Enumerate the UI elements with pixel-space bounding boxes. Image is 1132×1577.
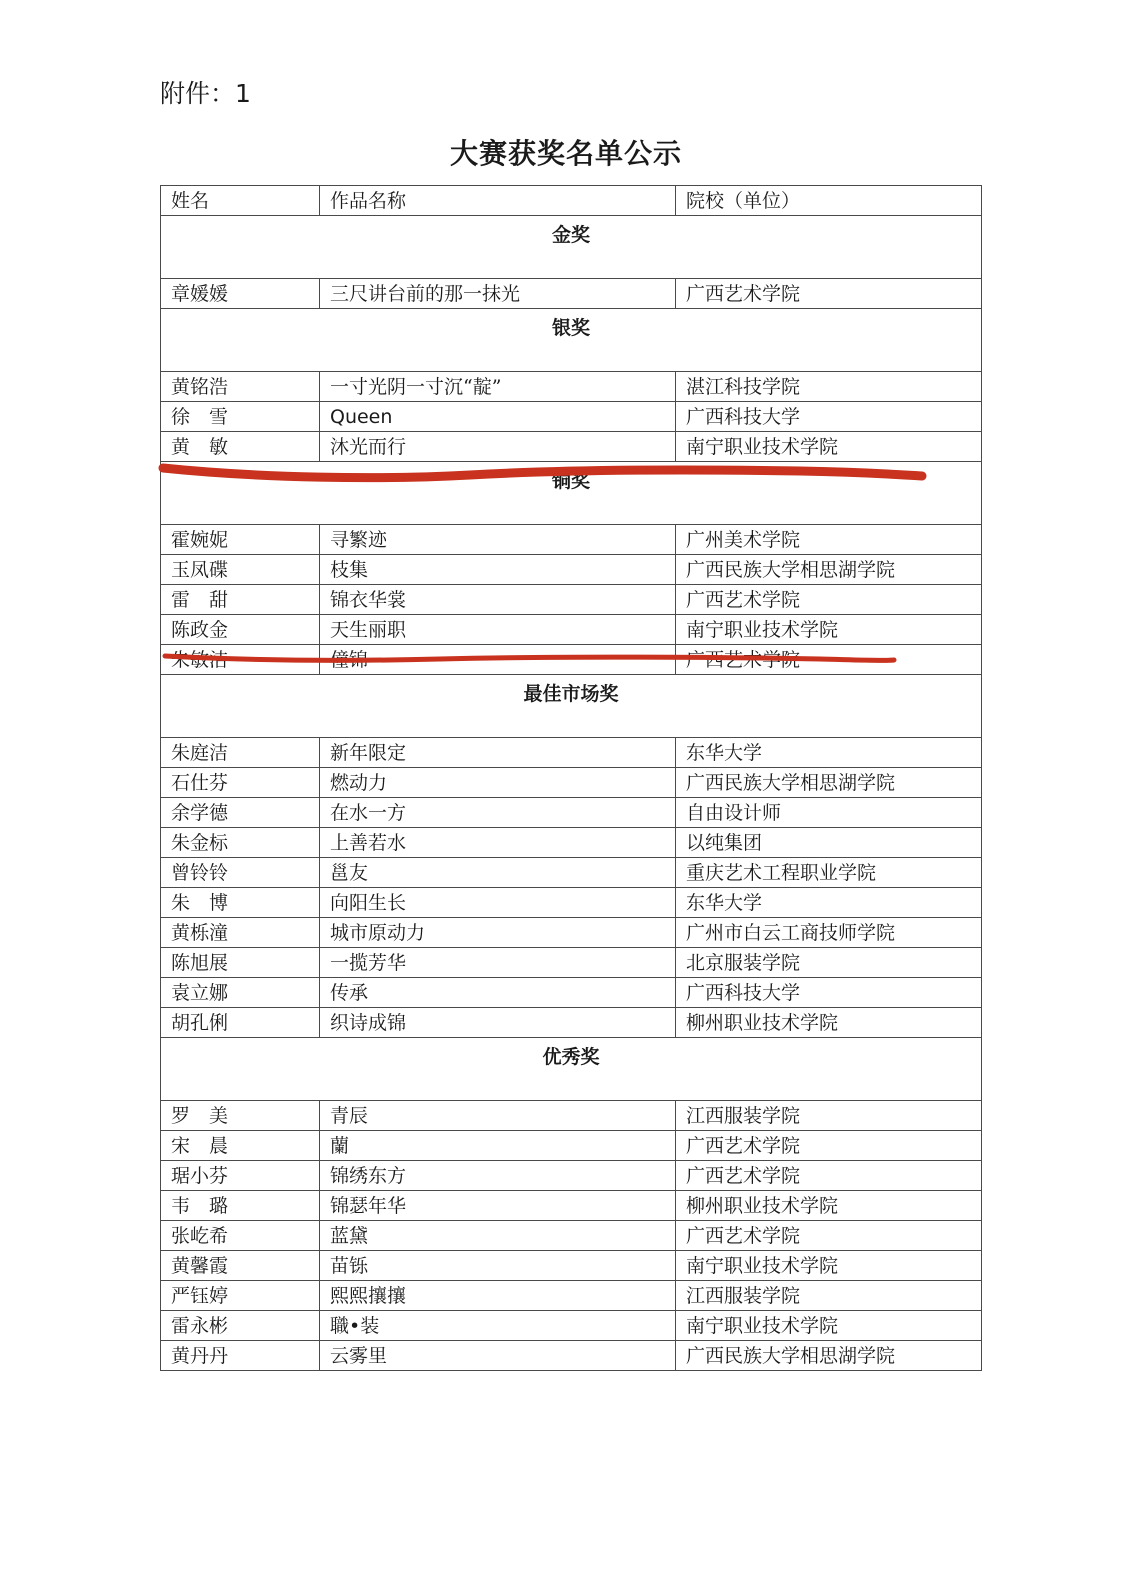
- cell-name: 霍婉妮: [161, 525, 320, 555]
- cell-name: 韦 璐: [161, 1191, 320, 1221]
- category-heading: 银奖: [161, 309, 982, 372]
- cell-work: 新年限定: [320, 738, 676, 768]
- cell-name: 玉凤碟: [161, 555, 320, 585]
- cell-name: 章媛媛: [161, 279, 320, 309]
- cell-school: 广西艺术学院: [676, 1131, 982, 1161]
- cell-school: 重庆艺术工程职业学院: [676, 858, 982, 888]
- table-row: [161, 1341, 982, 1371]
- cell-name: 朱庭洁: [161, 738, 320, 768]
- table-row: [161, 402, 982, 432]
- cell-school: 广西科技大学: [676, 402, 982, 432]
- table-row: [161, 918, 982, 948]
- header-work: 作品名称: [320, 186, 676, 216]
- cell-school: 东华大学: [676, 888, 982, 918]
- cell-work: Queen: [320, 402, 676, 432]
- table-row: [161, 432, 982, 462]
- cell-work: 锦衣华裳: [320, 585, 676, 615]
- cell-work: 沐光而行: [320, 432, 676, 462]
- table-row: [161, 828, 982, 858]
- cell-school: 南宁职业技术学院: [676, 615, 982, 645]
- table-row: [161, 948, 982, 978]
- cell-work: 上善若水: [320, 828, 676, 858]
- cell-school: 江西服装学院: [676, 1281, 982, 1311]
- table-row: [161, 555, 982, 585]
- cell-name: 琚小芬: [161, 1161, 320, 1191]
- cell-school: 东华大学: [676, 738, 982, 768]
- cell-work: 職•装: [320, 1311, 676, 1341]
- cell-work: 蓝黛: [320, 1221, 676, 1251]
- cell-work: 城市原动力: [320, 918, 676, 948]
- cell-school: 柳州职业技术学院: [676, 1191, 982, 1221]
- cell-school: 自由设计师: [676, 798, 982, 828]
- cell-work: 织诗成锦: [320, 1008, 676, 1038]
- cell-name: 黄丹丹: [161, 1341, 320, 1371]
- category-heading: 金奖: [161, 216, 982, 279]
- table-row: [161, 645, 982, 675]
- cell-school: 广西民族大学相思湖学院: [676, 555, 982, 585]
- cell-work: 锦瑟年华: [320, 1191, 676, 1221]
- cell-name: 陈旭展: [161, 948, 320, 978]
- cell-name: 黄 敏: [161, 432, 320, 462]
- table-row: [161, 1131, 982, 1161]
- table-row: [161, 1161, 982, 1191]
- attachment-label: 附件：1: [160, 79, 251, 108]
- table-row: [161, 768, 982, 798]
- cell-school: 南宁职业技术学院: [676, 1311, 982, 1341]
- cell-work: 一寸光阴一寸沉“靛”: [320, 372, 676, 402]
- table-row: [161, 738, 982, 768]
- header-school: 院校（单位）: [676, 186, 982, 216]
- cell-name: 陈政金: [161, 615, 320, 645]
- category-row-bronze: [161, 462, 982, 525]
- table-row: [161, 1281, 982, 1311]
- table-row: [161, 1008, 982, 1038]
- cell-work: 锦绣东方: [320, 1161, 676, 1191]
- cell-name: 徐 雪: [161, 402, 320, 432]
- cell-school: 北京服装学院: [676, 948, 982, 978]
- table-row: [161, 615, 982, 645]
- cell-work: 在水一方: [320, 798, 676, 828]
- cell-work: 蘭: [320, 1131, 676, 1161]
- cell-school: 广西艺术学院: [676, 279, 982, 309]
- award-list-table: [160, 185, 982, 1371]
- cell-work: 青辰: [320, 1101, 676, 1131]
- cell-name: 朱 博: [161, 888, 320, 918]
- table-row: [161, 525, 982, 555]
- header-name: 姓名: [161, 186, 320, 216]
- cell-school: 广州市白云工商技师学院: [676, 918, 982, 948]
- cell-name: 余学德: [161, 798, 320, 828]
- cell-work: 僮锦: [320, 645, 676, 675]
- table-row: [161, 372, 982, 402]
- cell-work: 苗铄: [320, 1251, 676, 1281]
- cell-school: 湛江科技学院: [676, 372, 982, 402]
- cell-name: 张屹希: [161, 1221, 320, 1251]
- cell-school: 柳州职业技术学院: [676, 1008, 982, 1038]
- cell-name: 雷永彬: [161, 1311, 320, 1341]
- cell-school: 南宁职业技术学院: [676, 432, 982, 462]
- cell-work: 燃动力: [320, 768, 676, 798]
- cell-work: 邕友: [320, 858, 676, 888]
- cell-school: 广西艺术学院: [676, 1161, 982, 1191]
- cell-school: 广州美术学院: [676, 525, 982, 555]
- table-header-row: [161, 186, 982, 216]
- cell-work: 寻繁迹: [320, 525, 676, 555]
- cell-work: 熙熙攘攘: [320, 1281, 676, 1311]
- cell-name: 黄馨霞: [161, 1251, 320, 1281]
- cell-work: 一揽芳华: [320, 948, 676, 978]
- cell-work: 云雾里: [320, 1341, 676, 1371]
- table-row: [161, 1101, 982, 1131]
- cell-name: 雷 甜: [161, 585, 320, 615]
- cell-name: 黄铭浩: [161, 372, 320, 402]
- cell-name: 宋 晨: [161, 1131, 320, 1161]
- cell-name: 严钰婷: [161, 1281, 320, 1311]
- cell-name: 曾铃铃: [161, 858, 320, 888]
- table-row: [161, 888, 982, 918]
- page-title: 大赛获奖名单公示: [449, 137, 682, 170]
- category-heading: 最佳市场奖: [161, 675, 982, 738]
- category-row-gold: [161, 216, 982, 279]
- cell-school: 江西服装学院: [676, 1101, 982, 1131]
- cell-work: 向阳生长: [320, 888, 676, 918]
- cell-school: 以纯集团: [676, 828, 982, 858]
- cell-school: 南宁职业技术学院: [676, 1251, 982, 1281]
- category-heading: 铜奖: [161, 462, 982, 525]
- cell-school: 广西民族大学相思湖学院: [676, 768, 982, 798]
- table-row: [161, 1221, 982, 1251]
- cell-name: 袁立娜: [161, 978, 320, 1008]
- category-row-silver: [161, 309, 982, 372]
- table-row: [161, 1251, 982, 1281]
- cell-name: 黄栎潼: [161, 918, 320, 948]
- cell-school: 广西艺术学院: [676, 645, 982, 675]
- cell-school: 广西艺术学院: [676, 1221, 982, 1251]
- table-row: [161, 585, 982, 615]
- table-row: [161, 1191, 982, 1221]
- table-row: [161, 279, 982, 309]
- cell-work: 三尺讲台前的那一抹光: [320, 279, 676, 309]
- cell-name: 朱敏洁: [161, 645, 320, 675]
- table-row: [161, 858, 982, 888]
- cell-name: 朱金标: [161, 828, 320, 858]
- category-row-excellence: [161, 1038, 982, 1101]
- cell-school: 广西民族大学相思湖学院: [676, 1341, 982, 1371]
- table-row: [161, 978, 982, 1008]
- table-row: [161, 798, 982, 828]
- category-row-best-market: [161, 675, 982, 738]
- cell-name: 罗 美: [161, 1101, 320, 1131]
- cell-work: 传承: [320, 978, 676, 1008]
- cell-work: 天生丽职: [320, 615, 676, 645]
- cell-school: 广西科技大学: [676, 978, 982, 1008]
- cell-school: 广西艺术学院: [676, 585, 982, 615]
- cell-work: 枝集: [320, 555, 676, 585]
- cell-name: 胡孔俐: [161, 1008, 320, 1038]
- category-heading: 优秀奖: [161, 1038, 982, 1101]
- table-row: [161, 1311, 982, 1341]
- cell-name: 石仕芬: [161, 768, 320, 798]
